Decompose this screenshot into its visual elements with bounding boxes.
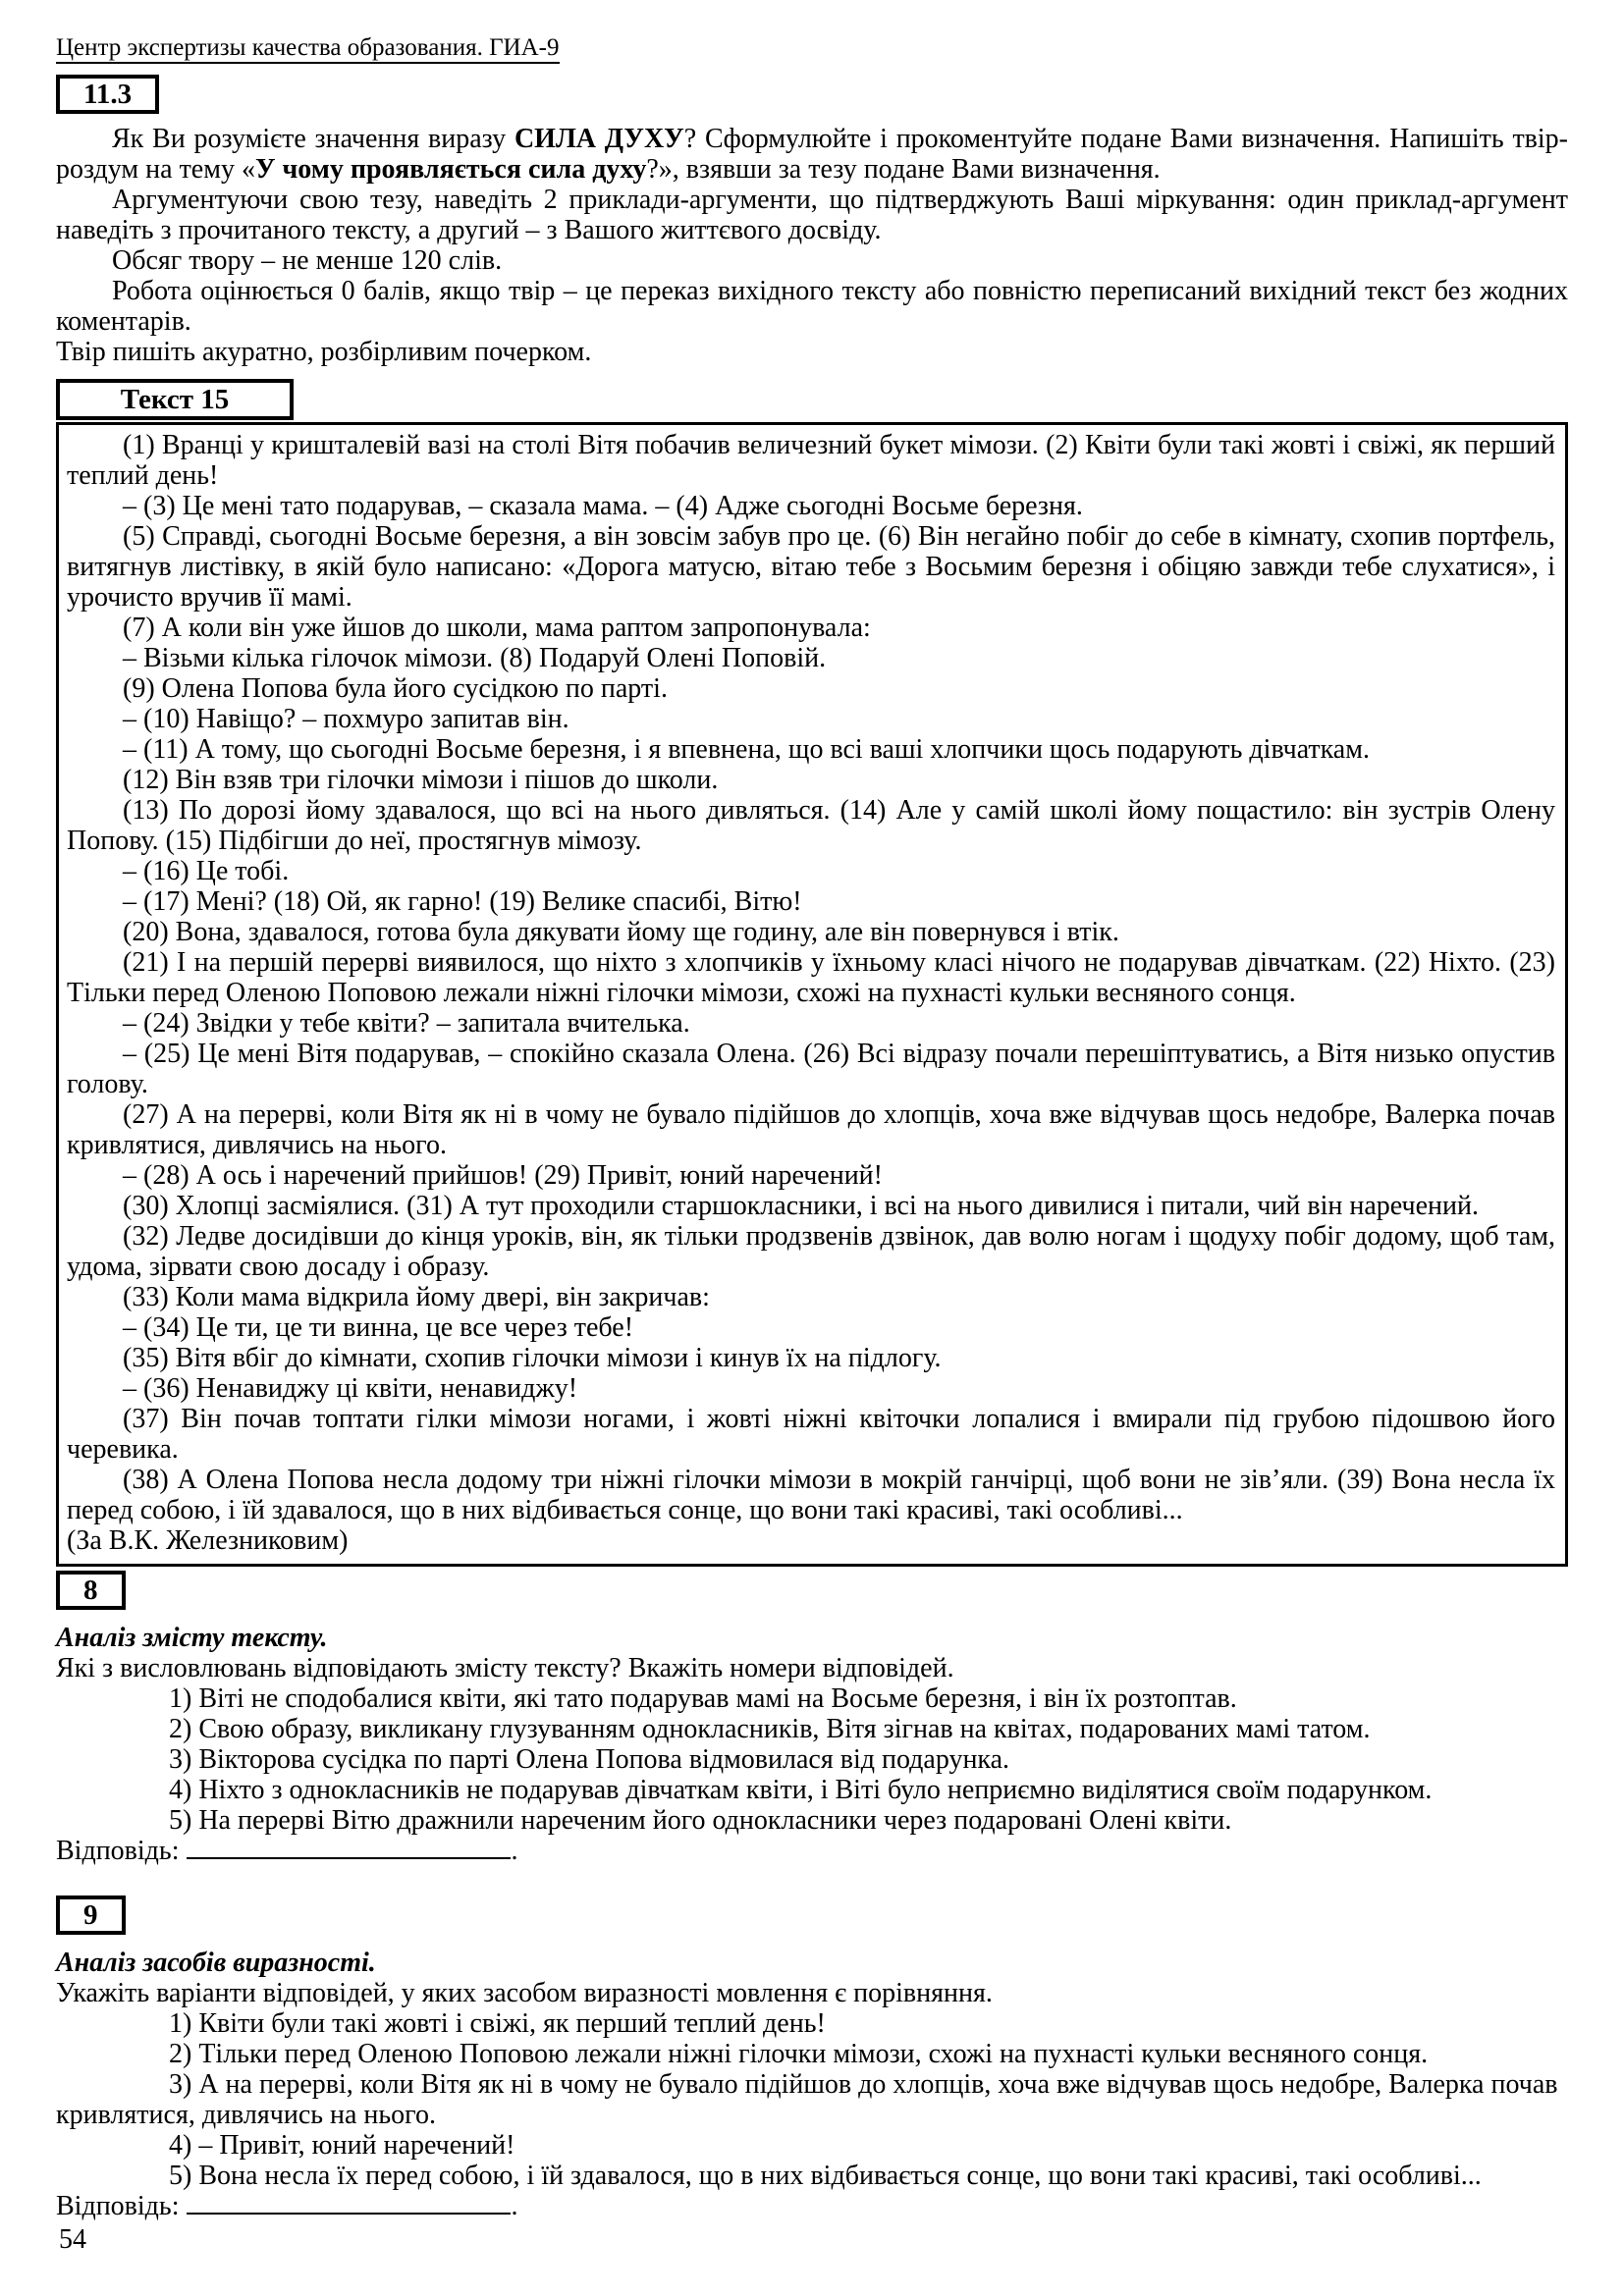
paragraph xyxy=(67,734,1555,765)
option xyxy=(56,1805,1568,1836)
text-attribution: (За В.К. Железниковим) xyxy=(67,1525,349,1556)
text: – (28) А ось і наречений прийшов! (29) Привіт, юний наречений! xyxy=(123,1160,883,1191)
text: 5) Вона несла їх перед собою, і їй здавалося, що в них відбивається сонце, що вони такі красиві, такі особливі... xyxy=(169,2161,1482,2191)
text: 2) Тільки перед Оленою Поповою лежали ніжні гілочки мімози, схожі на пухнасті кульки весняного сонця. xyxy=(169,2039,1429,2069)
answer-suffix: . xyxy=(511,2191,518,2221)
text: (30) Хлопці засміялися. (31) А тут проходили старшокласники, і всі на нього дивилися і питали, чий він наречений. xyxy=(123,1191,1479,1221)
paragraph xyxy=(67,1160,1555,1191)
answer-label: Відповідь: xyxy=(56,2191,180,2221)
text: – (17) Мені? (18) Ой, як гарно! (19) Велике спасибі, Вітю! xyxy=(123,886,802,917)
text: 1) Віті не сподобалися квіти, які тато подарував мамі на Восьме березня, і він їх розтоптав. xyxy=(169,1683,1237,1714)
bold-text: У чому проявляється сила духу xyxy=(254,154,647,185)
question8-options xyxy=(56,1683,1568,1836)
option xyxy=(56,2039,1568,2069)
reading-text-box xyxy=(56,422,1568,1567)
option xyxy=(56,2161,1568,2191)
paragraph xyxy=(67,856,1555,886)
text: Робота оцінюється 0 балів, якщо твір – це переказ вихідного тексту або повністю переписаний вихідний текст без жодних коментарів. xyxy=(56,276,1568,337)
text-label-box xyxy=(56,379,294,420)
paragraph xyxy=(67,1465,1555,1525)
text: (12) Він взяв три гілочки мімози і пішов до школи. xyxy=(123,765,719,795)
text: Як Ви розумієте значення виразу xyxy=(112,124,514,154)
paragraph xyxy=(56,337,1568,367)
paragraph xyxy=(67,521,1555,613)
question9-prompt: Укажіть варіанти відповідей, у яких засобом виразності мовлення є порівняння. xyxy=(56,1978,993,2008)
text: (32) Ледве досидівши до кінця уроків, він, як тільки продзвенів дзвінок, дав волю ногам і щодуху побіг додому, щоб там, удома, зірвати свою досаду і образу. xyxy=(67,1221,1555,1282)
text: (13) По дорозі йому здавалося, що всі на нього дивляться. (14) Але у самій школі йому пощастило: він зустрів Олену Попову. (15) Підбігши до неї, простягнув мімозу. xyxy=(67,795,1555,856)
text: (20) Вона, здавалося, готова була дякувати йому ще годину, але він повернувся і втік. xyxy=(123,917,1119,947)
option xyxy=(56,1775,1568,1805)
text: – (3) Це мені тато подарував, – сказала мама. – (4) Адже сьогодні Восьме березня. xyxy=(123,491,1083,521)
paragraph xyxy=(67,1039,1555,1099)
paragraph xyxy=(67,1221,1555,1282)
task-number: 11.3 xyxy=(83,79,133,110)
text: (37) Він почав топтати гілки мімози ногами, і жовті ніжні квіточки лопалися і вмирали під грубою підошвою його черевика. xyxy=(67,1404,1555,1465)
paragraph xyxy=(67,795,1555,856)
option xyxy=(56,1714,1568,1744)
question9-section xyxy=(56,1948,1568,2221)
question8-number: 8 xyxy=(83,1575,98,1606)
question8-prompt: Які з висловлювань відповідають змісту тексту? Вкажіть номери відповідей. xyxy=(56,1653,954,1683)
paragraph xyxy=(67,613,1555,643)
question8-section xyxy=(56,1623,1568,1866)
document-header-text: Центр экспертизы качества образования. ГИА-9 xyxy=(56,34,560,64)
answer-blank xyxy=(187,1836,511,1859)
page-number: 54 xyxy=(59,2224,86,2255)
text-label: Текст 15 xyxy=(120,384,230,415)
paragraph xyxy=(67,491,1555,521)
paragraph xyxy=(67,1312,1555,1343)
text: ?», взявши за тезу подане Вами визначення. xyxy=(646,154,1161,185)
paragraph xyxy=(67,917,1555,947)
text: 1) Квіти були такі жовті і свіжі, як перший теплий день! xyxy=(169,2008,826,2039)
text: (5) Справді, сьогодні Восьме березня, а він зовсім забув про це. (6) Він негайно побіг до себе в кімнату, схопив портфель, витягнув листівку, в якій було написано: «Дорога матусю, вітаю тебе з Восьмим березня і обіцяю завжди тебе слухатися», і урочисто вручив її мамі. xyxy=(67,521,1555,613)
paragraph xyxy=(67,1343,1555,1373)
text: 3) А на перерві, коли Вітя як ні в чому не бувало підійшов до хлопців, хоча вже відчував щось недобре, Валерка почав кривлятися, дивлячись на нього. xyxy=(56,2069,1558,2130)
text: – (36) Ненавиджу ці квіти, ненавиджу! xyxy=(123,1373,578,1404)
bold-text: СИЛА ДУХУ xyxy=(514,124,684,154)
text: ? Сформулюйте і прокоментуйте подане Вами визначення. Напишіть твір-роздум на тему « xyxy=(56,124,1569,185)
option xyxy=(56,2069,1568,2130)
question9-answer-row xyxy=(56,2191,1568,2221)
text: (21) І на першій перерві виявилося, що ніхто з хлопчиків у їхньому класі нічого не подарував дівчаткам. (22) Ніхто. (23) Тільки перед Оленою Поповою лежали ніжні гілочки мімози, схожі на пухнасті кульки весняного сонця. xyxy=(67,947,1555,1008)
paragraph xyxy=(56,245,1568,276)
question9-number-box xyxy=(56,1896,126,1935)
question8-title: Аналіз змісту тексту. xyxy=(56,1623,328,1653)
paragraph xyxy=(67,1282,1555,1312)
text: Обсяг твору – не менше 120 слів. xyxy=(112,245,503,276)
option xyxy=(56,2008,1568,2039)
text: (38) А Олена Попова несла додому три ніжні гілочки мімози в мокрій ганчірці, щоб вони не зів’яли. (39) Вона несла їх перед собою, і їй здавалося, що в них відбивається сонце, що вони такі красиві, такі особливі... xyxy=(67,1465,1555,1525)
document-header xyxy=(56,33,1568,63)
option xyxy=(56,1744,1568,1775)
option xyxy=(56,1683,1568,1714)
answer-label: Відповідь: xyxy=(56,1836,180,1866)
text: 3) Вікторова сусідка по парті Олена Попова відмовилася від подарунка. xyxy=(169,1744,1010,1775)
text: – (16) Це тобі. xyxy=(123,856,290,886)
paragraph xyxy=(67,704,1555,734)
text: (27) А на перерві, коли Вітя як ні в чому не бувало підійшов до хлопців, хоча вже відчував щось недобре, Валерка почав кривлятися, дивлячись на нього. xyxy=(67,1099,1555,1160)
text: 4) Ніхто з однокласників не подарував дівчаткам квіти, і Віті було неприємно виділятися своїм подарунком. xyxy=(169,1775,1433,1805)
option xyxy=(56,2130,1568,2161)
paragraph xyxy=(56,124,1568,185)
paragraph xyxy=(56,185,1568,245)
task-instructions xyxy=(56,124,1568,367)
paragraph xyxy=(67,1404,1555,1465)
paragraph xyxy=(67,1191,1555,1221)
text: – (25) Це мені Вітя подарував, – спокійно сказала Олена. (26) Всі відразу почали перешіптуватись, а Вітя низько опустив голову. xyxy=(67,1039,1555,1099)
text: (33) Коли мама відкрила йому двері, він закричав: xyxy=(123,1282,710,1312)
text: – (10) Навіщо? – похмуро запитав він. xyxy=(123,704,569,734)
question8-number-box xyxy=(56,1571,126,1610)
paragraph xyxy=(67,947,1555,1008)
question9-number: 9 xyxy=(83,1899,98,1931)
text: 5) На перерві Вітю дражнили нареченим його однокласники через подаровані Олені квіти. xyxy=(169,1805,1232,1836)
question9-title: Аналіз засобів виразності. xyxy=(56,1948,376,1978)
text: – (24) Звідки у тебе квіти? – запитала вчителька. xyxy=(123,1008,690,1039)
text: (9) Олена Попова була його сусідкою по парті. xyxy=(123,673,668,704)
paragraph xyxy=(67,673,1555,704)
paragraph xyxy=(67,430,1555,491)
paragraph xyxy=(67,886,1555,917)
text: – Візьми кілька гілочок мімози. (8) Подаруй Олені Поповій. xyxy=(123,643,827,673)
question9-options xyxy=(56,2008,1568,2191)
task-number-box xyxy=(56,75,159,114)
paragraph xyxy=(56,276,1568,337)
text: – (34) Це ти, це ти винна, це все через тебе! xyxy=(123,1312,634,1343)
reading-text-paragraphs xyxy=(67,430,1555,1525)
text: 4) – Привіт, юний наречений! xyxy=(169,2130,515,2161)
paragraph xyxy=(67,1099,1555,1160)
answer-blank xyxy=(187,2191,511,2215)
text: 2) Свою образу, викликану глузуванням однокласників, Вітя зігнав на квітах, подарованих мамі татом. xyxy=(169,1714,1371,1744)
text: (1) Вранці у кришталевій вазі на столі Вітя побачив величезний букет мімози. (2) Квіти були такі жовті і свіжі, як перший теплий день! xyxy=(67,430,1555,491)
paragraph xyxy=(67,1373,1555,1404)
paragraph xyxy=(67,1008,1555,1039)
text: – (11) А тому, що сьогодні Восьме березня, і я впевнена, що всі ваші хлопчики щось подарують дівчаткам. xyxy=(123,734,1370,765)
text: (35) Вітя вбіг до кімнати, схопив гілочки мімози і кинув їх на підлогу. xyxy=(123,1343,942,1373)
question8-answer-row xyxy=(56,1836,1568,1866)
paragraph xyxy=(67,643,1555,673)
text: Аргументуючи свою тезу, наведіть 2 приклади-аргументи, що підтверджують Ваші міркування: один приклад-аргумент наведіть з прочитаного тексту, а другий – з Вашого життєвого досвіду. xyxy=(56,185,1568,245)
text: (7) А коли він уже йшов до школи, мама раптом запропонувала: xyxy=(123,613,871,643)
paragraph xyxy=(67,765,1555,795)
text: Твір пишіть акуратно, розбірливим почерком. xyxy=(56,337,592,367)
answer-suffix: . xyxy=(511,1836,518,1866)
